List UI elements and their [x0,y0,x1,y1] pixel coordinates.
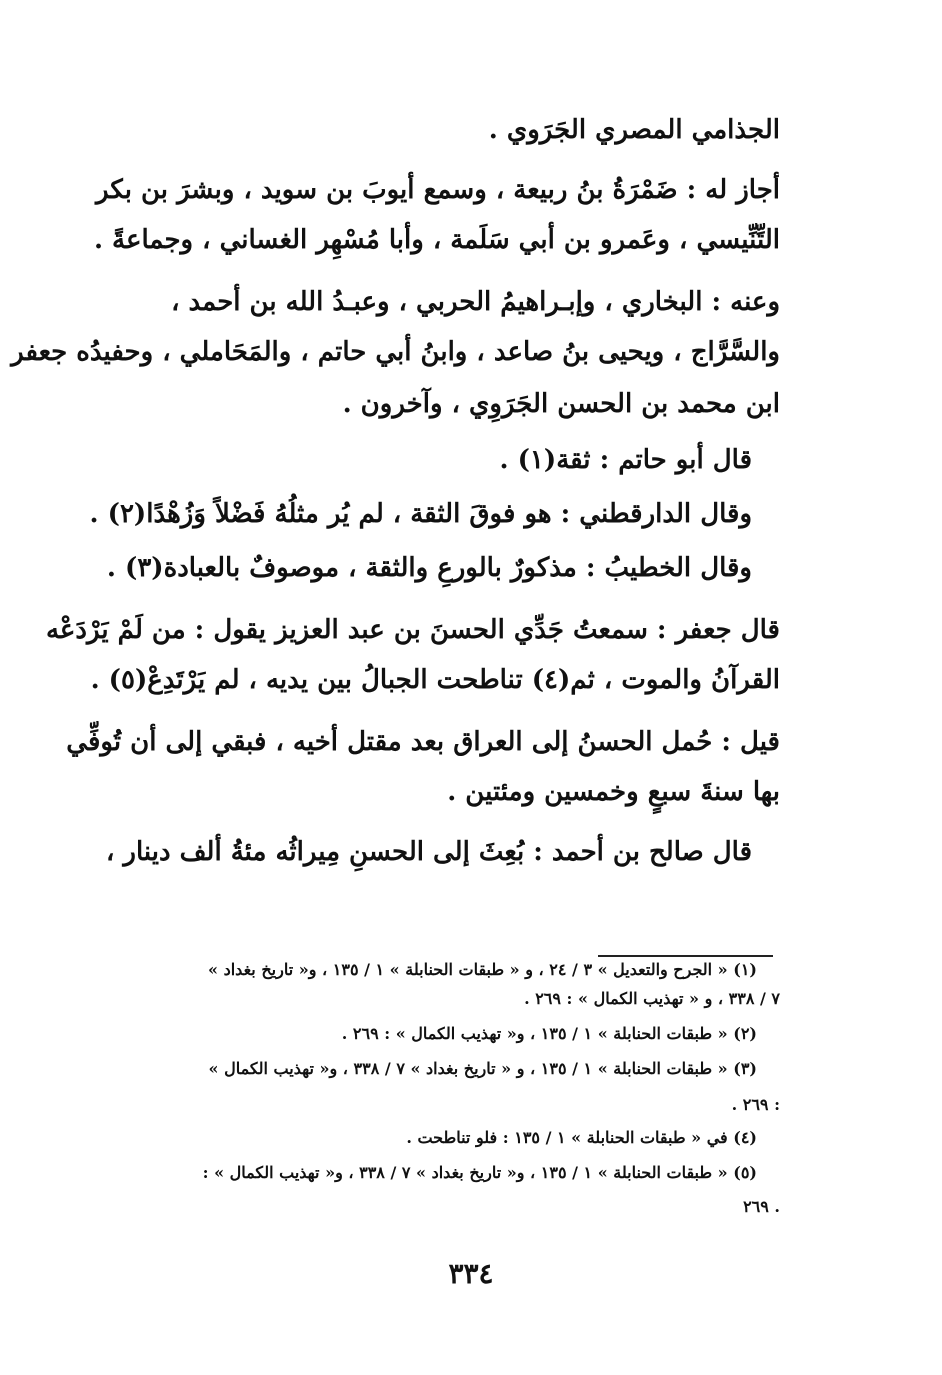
text-line: قال أبو حاتم : ثقة(١) . [499,445,752,475]
footnote-line: . ٢٦٩ [743,1197,780,1216]
text-line: قال جعفر : سمعتُ جَدِّي الحسنَ بن عبد العزيز يقول : من لَمْ يَرْدَعْه [45,615,780,645]
footnote-line: (٥) « طبقات الحنابلة » ١ / ١٣٥ ، و« تاريخ بغداد » ٧ / ٣٣٨ ، و« تهذيب الكمال » : [202,1163,757,1182]
text-line: قال صالح بن أحمد : بُعِثَ إلى الحسنِ مِيراثُه مئةُ ألف دينار ، [105,837,752,867]
footnote-line: ٧ / ٣٣٨ ، و « تهذيب الكمال » : ٢٦٩ . [524,989,780,1008]
footnote-line: (٢) « طبقات الحنابلة » ١ / ١٣٥ ، و« تهذيب الكمال » : ٢٦٩ . [341,1024,757,1043]
text-line: ابن محمد بن الحسن الجَرَوِي ، وآخرون . [342,389,780,419]
text-line: والسَّرَّاج ، ويحيى بنُ صاعد ، وابنُ أبي حاتم ، والمَحَاملي ، وحفيدُه جعفر [11,337,780,367]
footnote-line: (٤) في « طبقات الحنابلة » ١ / ١٣٥ : فلو تناطحت . [406,1128,757,1147]
text-line: بها سنةَ سبعٍ وخمسين ومئتين . [447,777,780,807]
footnote-line: (٣) « طبقات الحنابلة » ١ / ١٣٥ ، و « تاريخ بغداد » ٧ / ٣٣٨ ، و« تهذيب الكمال » [208,1059,757,1078]
text-line: القرآنُ والموت ، ثم(٤) تناطحت الجبالُ بين يديه ، لم يَرْتَدِعْ(٥) . [90,665,780,695]
text-line: وقال الخطيبُ : مذكورٌ بالورعِ والثقة ، موصوفٌ بالعبادة(٣) . [106,553,752,583]
text-line: أجاز له : ضَمْرَةُ بنُ ربيعة ، وسمع أيوبَ بن سويد ، وبشرَ بن بكر [96,175,780,205]
text-line: وعنه : البخاري ، وإبـراهيمُ الحربي ، وعبـدُ الله بن أحمد ، [171,287,780,317]
text-line: الجذامي المصري الجَرَوي . [488,115,780,145]
text-line: قيل : حُمل الحسنُ إلى العراق بعد مقتل أخيه ، فبقي إلى أن تُوفِّي [66,727,780,757]
page-number: ٣٣٤ [448,1257,494,1290]
footnote-line: (١) « الجرح والتعديل » ٣ / ٢٤ ، و « طبقات الحنابلة » ١ / ١٣٥ ، و« تاريخ بغداد » [208,960,757,979]
footnote-line: : ٢٦٩ . [731,1095,780,1114]
text-line: التِّنِّيسي ، وعَمرو بن أبي سَلَمة ، وأبا مُسْهِر الغساني ، وجماعةً . [93,225,780,255]
text-line: وقال الدارقطني : هو فوقَ الثقة ، لم يُر مثلُهُ فَضْلاً وَزُهْدًا(٢) . [89,499,752,529]
